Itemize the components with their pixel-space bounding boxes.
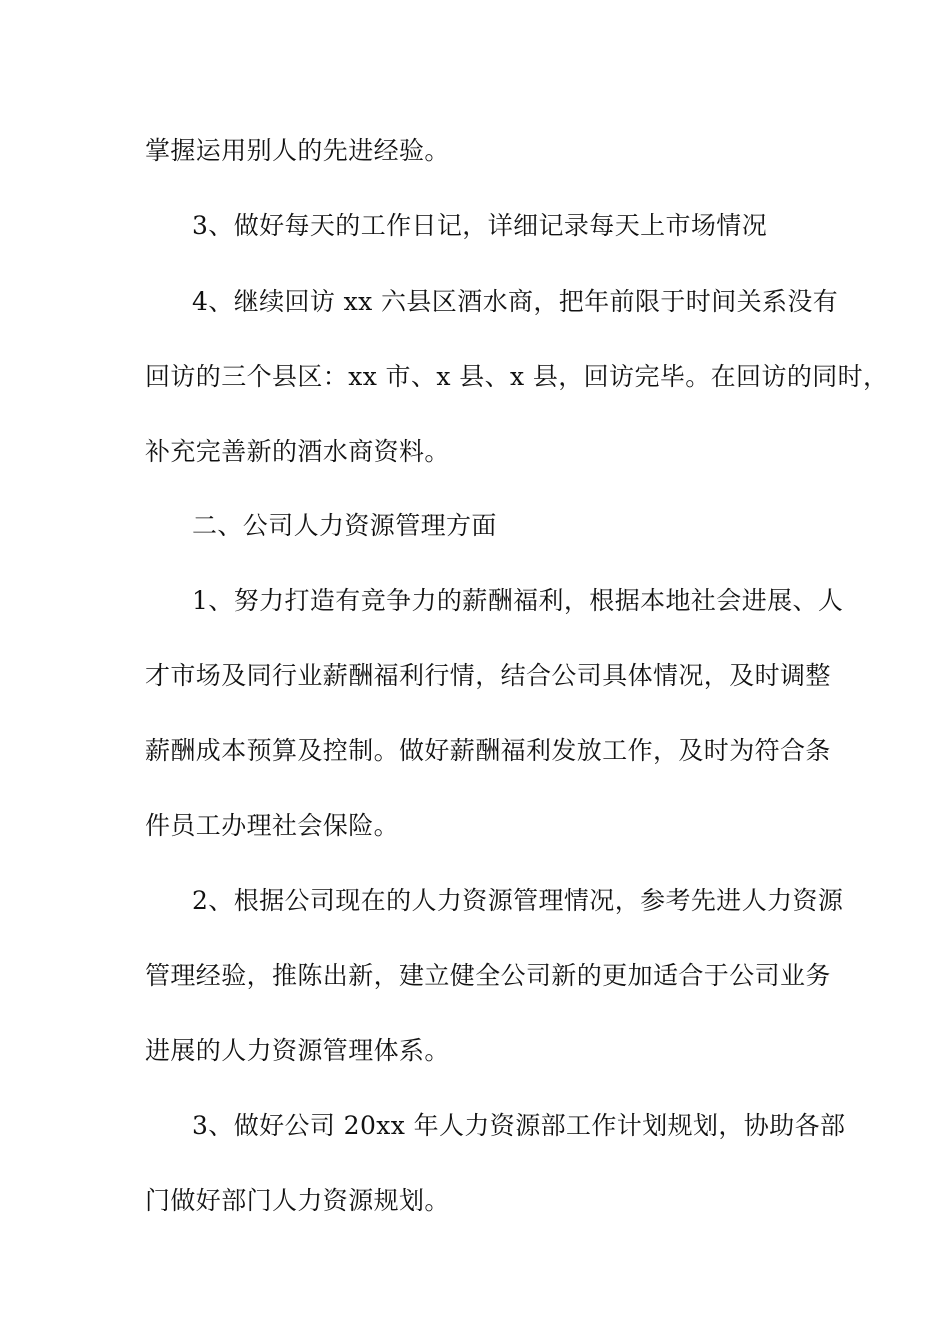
text-line-12: 管理经验，推陈出新，建立健全公司新的更加适合于公司业务 bbox=[145, 961, 831, 990]
text-line-5: 补充完善新的酒水商资料。 bbox=[145, 437, 450, 466]
text-line-8: 才市场及同行业薪酬福利行情，结合公司具体情况，及时调整 bbox=[145, 661, 831, 690]
text-line-1: 掌握运用别人的先进经验。 bbox=[145, 136, 450, 165]
text-line-13: 进展的人力资源管理体系。 bbox=[145, 1036, 450, 1065]
text-line-15: 门做好部门人力资源规划。 bbox=[145, 1186, 450, 1215]
text-line-11: 2、根据公司现在的人力资源管理情况，参考先进人力资源 bbox=[192, 886, 844, 915]
text-line-14: 3、做好公司 20xx 年人力资源部工作计划规划，协助各部 bbox=[192, 1111, 846, 1140]
text-line-9: 薪酬成本预算及控制。做好薪酬福利发放工作，及时为符合条 bbox=[145, 736, 831, 765]
text-line-10: 件员工办理社会保险。 bbox=[145, 811, 400, 840]
section-heading: 二、公司人力资源管理方面 bbox=[192, 511, 497, 540]
text-line-2: 3、做好每天的工作日记，详细记录每天上市场情况 bbox=[192, 211, 768, 240]
text-line-3: 4、继续回访 xx 六县区酒水商，把年前限于时间关系没有 bbox=[192, 287, 839, 316]
text-line-4: 回访的三个县区：xx 市、x 县、x 县，回访完毕。在回访的同时， bbox=[145, 362, 889, 391]
text-line-7: 1、努力打造有竞争力的薪酬福利，根据本地社会进展、人 bbox=[192, 586, 844, 615]
